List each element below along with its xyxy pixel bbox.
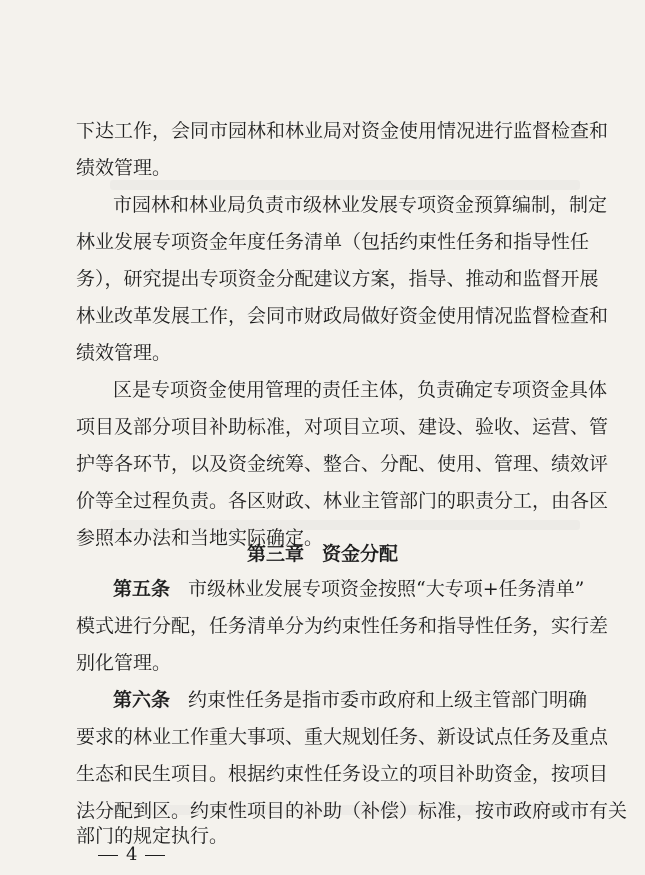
article-label: 第五条 [113, 578, 171, 600]
article-text: 约束性任务是指市委市政府和上级主管部门明确 [188, 689, 588, 711]
chapter-title: 资金分配 [322, 543, 399, 565]
paragraph-line: 要求的林业工作重大事项、重大规划任务、新设试点任务及重点 [76, 726, 609, 748]
paragraph-line: 生态和民生项目。根据约束性任务设立的项目补助资金，按项目 [76, 763, 609, 785]
paragraph-line: 市园林和林业局负责市级林业发展专项资金预算编制，制定 [113, 194, 608, 216]
paragraph-line: 绩效管理。 [76, 342, 172, 364]
paragraph-line: 价等全过程负责。各区财政、林业主管部门的职责分工，由各区 [76, 490, 609, 512]
paragraph-line: 部门的规定执行。 [76, 825, 229, 847]
article-5-line [0, 575, 645, 603]
paragraph-line: 参照本办法和当地实际确定。 [76, 527, 324, 549]
paragraph-line: 林业发展专项资金年度任务清单（包括约束性任务和指导性任 [76, 231, 590, 253]
paragraph-line: 模式进行分配，任务清单分为约束性任务和指导性任务，实行差 [76, 615, 609, 637]
article-label: 第六条 [113, 689, 171, 711]
chapter-heading [0, 540, 645, 568]
page-footer [98, 843, 165, 867]
paragraph-line: 务），研究提出专项资金分配建议方案，指导、推动和监督开展 [76, 268, 599, 290]
paragraph-line: 绩效管理。 [76, 157, 172, 179]
article-text: 市级林业发展专项资金按照“大专项+任务清单” [188, 578, 585, 600]
paragraph-line: 林业改革发展工作，会同市财政局做好资金使用情况监督检查和 [76, 305, 609, 327]
paragraph-line: 别化管理。 [76, 652, 172, 674]
article-6-line [0, 686, 645, 714]
chapter-number: 第三章 [246, 543, 304, 565]
paragraph-line: 护等各环节，以及资金统筹、整合、分配、使用、管理、绩效评 [76, 453, 609, 475]
paragraph-line: 下达工作，会同市园林和林业局对资金使用情况进行监督检查和 [76, 120, 609, 142]
footer-dash [145, 855, 165, 856]
page-number: 4 [126, 844, 138, 865]
paragraph-line: 区是专项资金使用管理的责任主体，负责确定专项资金具体 [113, 379, 608, 401]
paragraph-line: 法分配到区。约束性项目的补助（补偿）标准，按市政府或市有关 [76, 800, 628, 822]
footer-dash [98, 855, 118, 856]
paragraph-line: 项目及部分项目补助标准，对项目立项、建设、验收、运营、管 [76, 416, 609, 438]
